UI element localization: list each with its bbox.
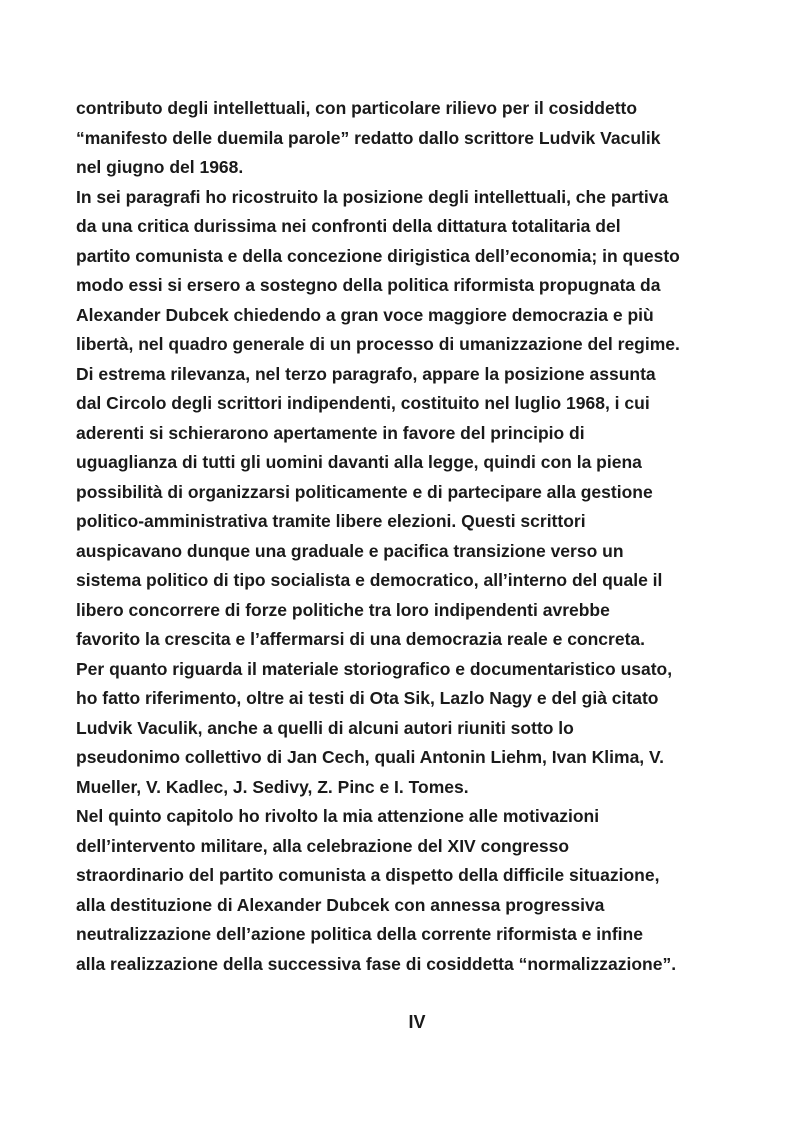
text-line: favorito la crescita e l’affermarsi di una democrazia reale e concreta.	[76, 629, 646, 649]
page-number: IV	[408, 1012, 426, 1032]
text-line: Per quanto riguarda il materiale storiografico e documentaristico usato,	[76, 658, 673, 679]
text-line: alla realizzazione della successiva fase di cosiddetta “normalizzazione”.	[76, 953, 677, 974]
text-line: Mueller, V. Kadlec, J. Sedivy, Z. Pinc e I. Tomes.	[76, 776, 469, 797]
text-line: alla destituzione di Alexander Dubcek con annessa progressiva	[76, 894, 605, 915]
text-line: sistema politico di tipo socialista e democratico, all’interno del quale il	[76, 570, 663, 590]
text-line: ho fatto riferimento, oltre ai testi di Ota Sik, Lazlo Nagy e del già citato	[76, 688, 659, 708]
text-line: contributo degli intellettuali, con particolare rilievo per il cosiddetto	[76, 98, 638, 118]
text-line: nel giugno del 1968.	[76, 157, 244, 177]
text-line: libero concorrere di forze politiche tra loro indipendenti avrebbe	[76, 599, 610, 620]
text-line: libertà, nel quadro generale di un processo di umanizzazione del regime.	[76, 334, 680, 354]
text-line: politico-amministrativa tramite libere elezioni. Questi scrittori	[76, 511, 586, 531]
text-line: Alexander Dubcek chiedendo a gran voce maggiore democrazia e più	[76, 304, 654, 325]
text-line: possibilità di organizzarsi politicamente e di partecipare alla gestione	[76, 481, 653, 502]
text-line: pseudonimo collettivo di Jan Cech, quali Antonin Liehm, Ivan Klima, V.	[76, 747, 664, 767]
text-line: Di estrema rilevanza, nel terzo paragrafo, appare la posizione assunta	[76, 363, 656, 384]
text-line: auspicavano dunque una graduale e pacifica transizione verso un	[76, 540, 624, 561]
text-line: uguaglianza di tutti gli uomini davanti alla legge, quindi con la piena	[76, 452, 642, 472]
text-line: straordinario del partito comunista a dispetto della difficile situazione,	[76, 865, 660, 885]
text-line: dell’intervento militare, alla celebrazione del XIV congresso	[76, 835, 570, 856]
text-line: “manifesto delle duemila parole” redatto dallo scrittore Ludvik Vaculik	[76, 127, 661, 148]
text-line: da una critica durissima nei confronti della dittatura totalitaria del	[76, 216, 621, 236]
text-line: In sei paragrafi ho ricostruito la posizione degli intellettuali, che partiva	[76, 186, 669, 207]
text-line: dal Circolo degli scrittori indipendenti, costituito nel luglio 1968, i cui	[76, 393, 650, 413]
text-line: Nel quinto capitolo ho rivolto la mia attenzione alle motivazioni	[76, 806, 600, 826]
body-text	[76, 94, 726, 979]
text-line: modo essi si ersero a sostegno della politica riformista propugnata da	[76, 275, 661, 295]
text-line: aderenti si schierarono apertamente in favore del principio di	[76, 422, 585, 443]
text-line: Ludvik Vaculik, anche a quelli di alcuni autori riuniti sotto lo	[76, 717, 574, 738]
text-line: neutralizzazione dell’azione politica della corrente riformista e infine	[76, 924, 643, 944]
text-line: partito comunista e della concezione dirigistica dell’economia; in questo	[76, 245, 680, 266]
